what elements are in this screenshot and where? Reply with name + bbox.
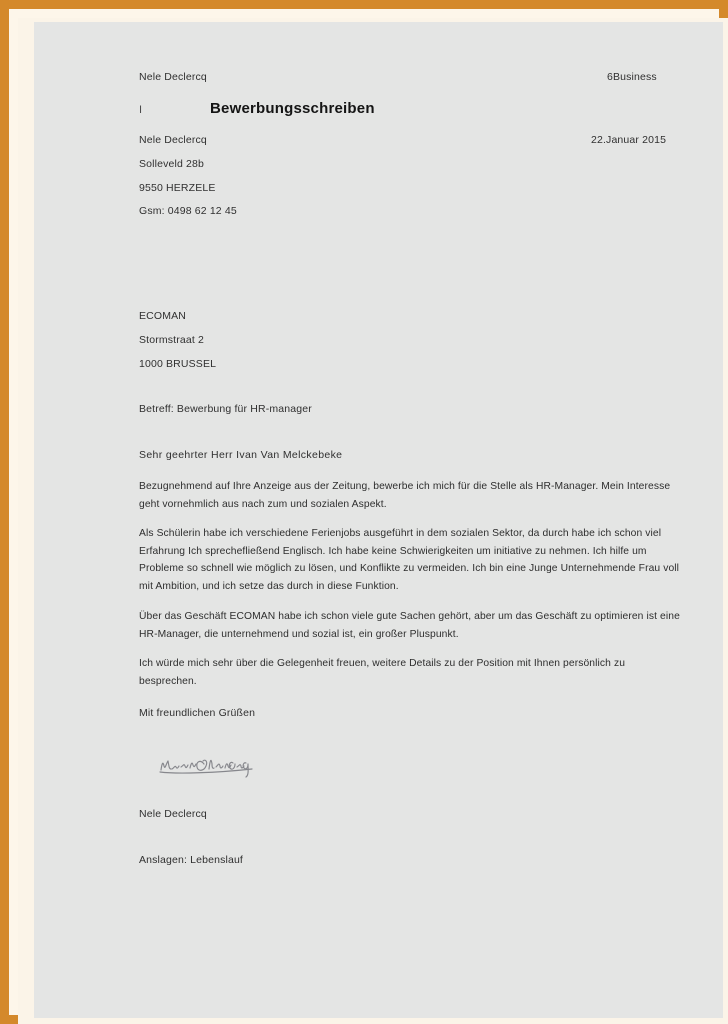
sender-city: 9550 HERZELE (139, 182, 216, 194)
sender-phone: Gsm: 0498 62 12 45 (139, 205, 237, 217)
recipient-street: Stormstraat 2 (139, 334, 204, 346)
signer-name: Nele Declercq (139, 808, 207, 820)
recipient-company: ECOMAN (139, 310, 186, 322)
body-paragraph-4: Ich würde mich sehr über die Gelegenheit freuen, weitere Details zu der Position mit Ihnen persönlich zu besprechen. (139, 658, 626, 687)
sender-name: Nele Declercq (139, 134, 207, 146)
header-name: Nele Declercq (139, 71, 207, 83)
sender-street: Solleveld 28b (139, 158, 204, 170)
body-paragraph-3: Über das Geschäft ECOMAN habe ich schon viele gute Sachen gehört, aber um das Geschäft zu optimieren ist eine HR-Manager, die unternehmend und sozial ist, ein großer Pluspunkt. (139, 611, 680, 640)
salutation: Sehr geehrter Herr Ivan Van Melckebeke (139, 449, 343, 461)
recipient-city: 1000 BRUSSEL (139, 358, 217, 370)
document-page (34, 22, 723, 1018)
header-business-label: 6Business (607, 71, 657, 83)
subject-line: Betreff: Bewerbung für HR-manager (139, 403, 312, 415)
letter-date: 22.Januar 2015 (591, 134, 667, 146)
letter-content (34, 22, 723, 1018)
body-paragraph-1: Bezugnehmend auf Ihre Anzeige aus der Zeitung, bewerbe ich mich für die Stelle als HR-Manager. Mein Interesse geht vornehmlich aus nach zum und sozialen Aspekt. (139, 481, 671, 510)
body-paragraph-2: Als Schülerin habe ich verschiedene Ferienjobs ausgeführt in dem sozialen Sektor, da durch habe ich schon viel Erfahrung Ich sprechefließend Englisch. Ich habe keine Schwierigkeiten um initiative zu nehmen. Ich hilfe um Probleme so schnell wie möglich zu lösen, und Konflikte zu vermeiden. Ich bin eine Junge Unternehmende Frau voll mit Ambition, und ich setze das durch in diese Funktion. (139, 528, 680, 592)
attachments-line: Anslagen: Lebenslauf (139, 854, 243, 866)
handwritten-signature (156, 750, 266, 787)
closing-line: Mit freundlichen Grüßen (139, 707, 256, 719)
title-marker: I (139, 104, 143, 116)
page-title: Bewerbungsschreiben (210, 100, 375, 117)
page-margin (18, 18, 728, 1024)
